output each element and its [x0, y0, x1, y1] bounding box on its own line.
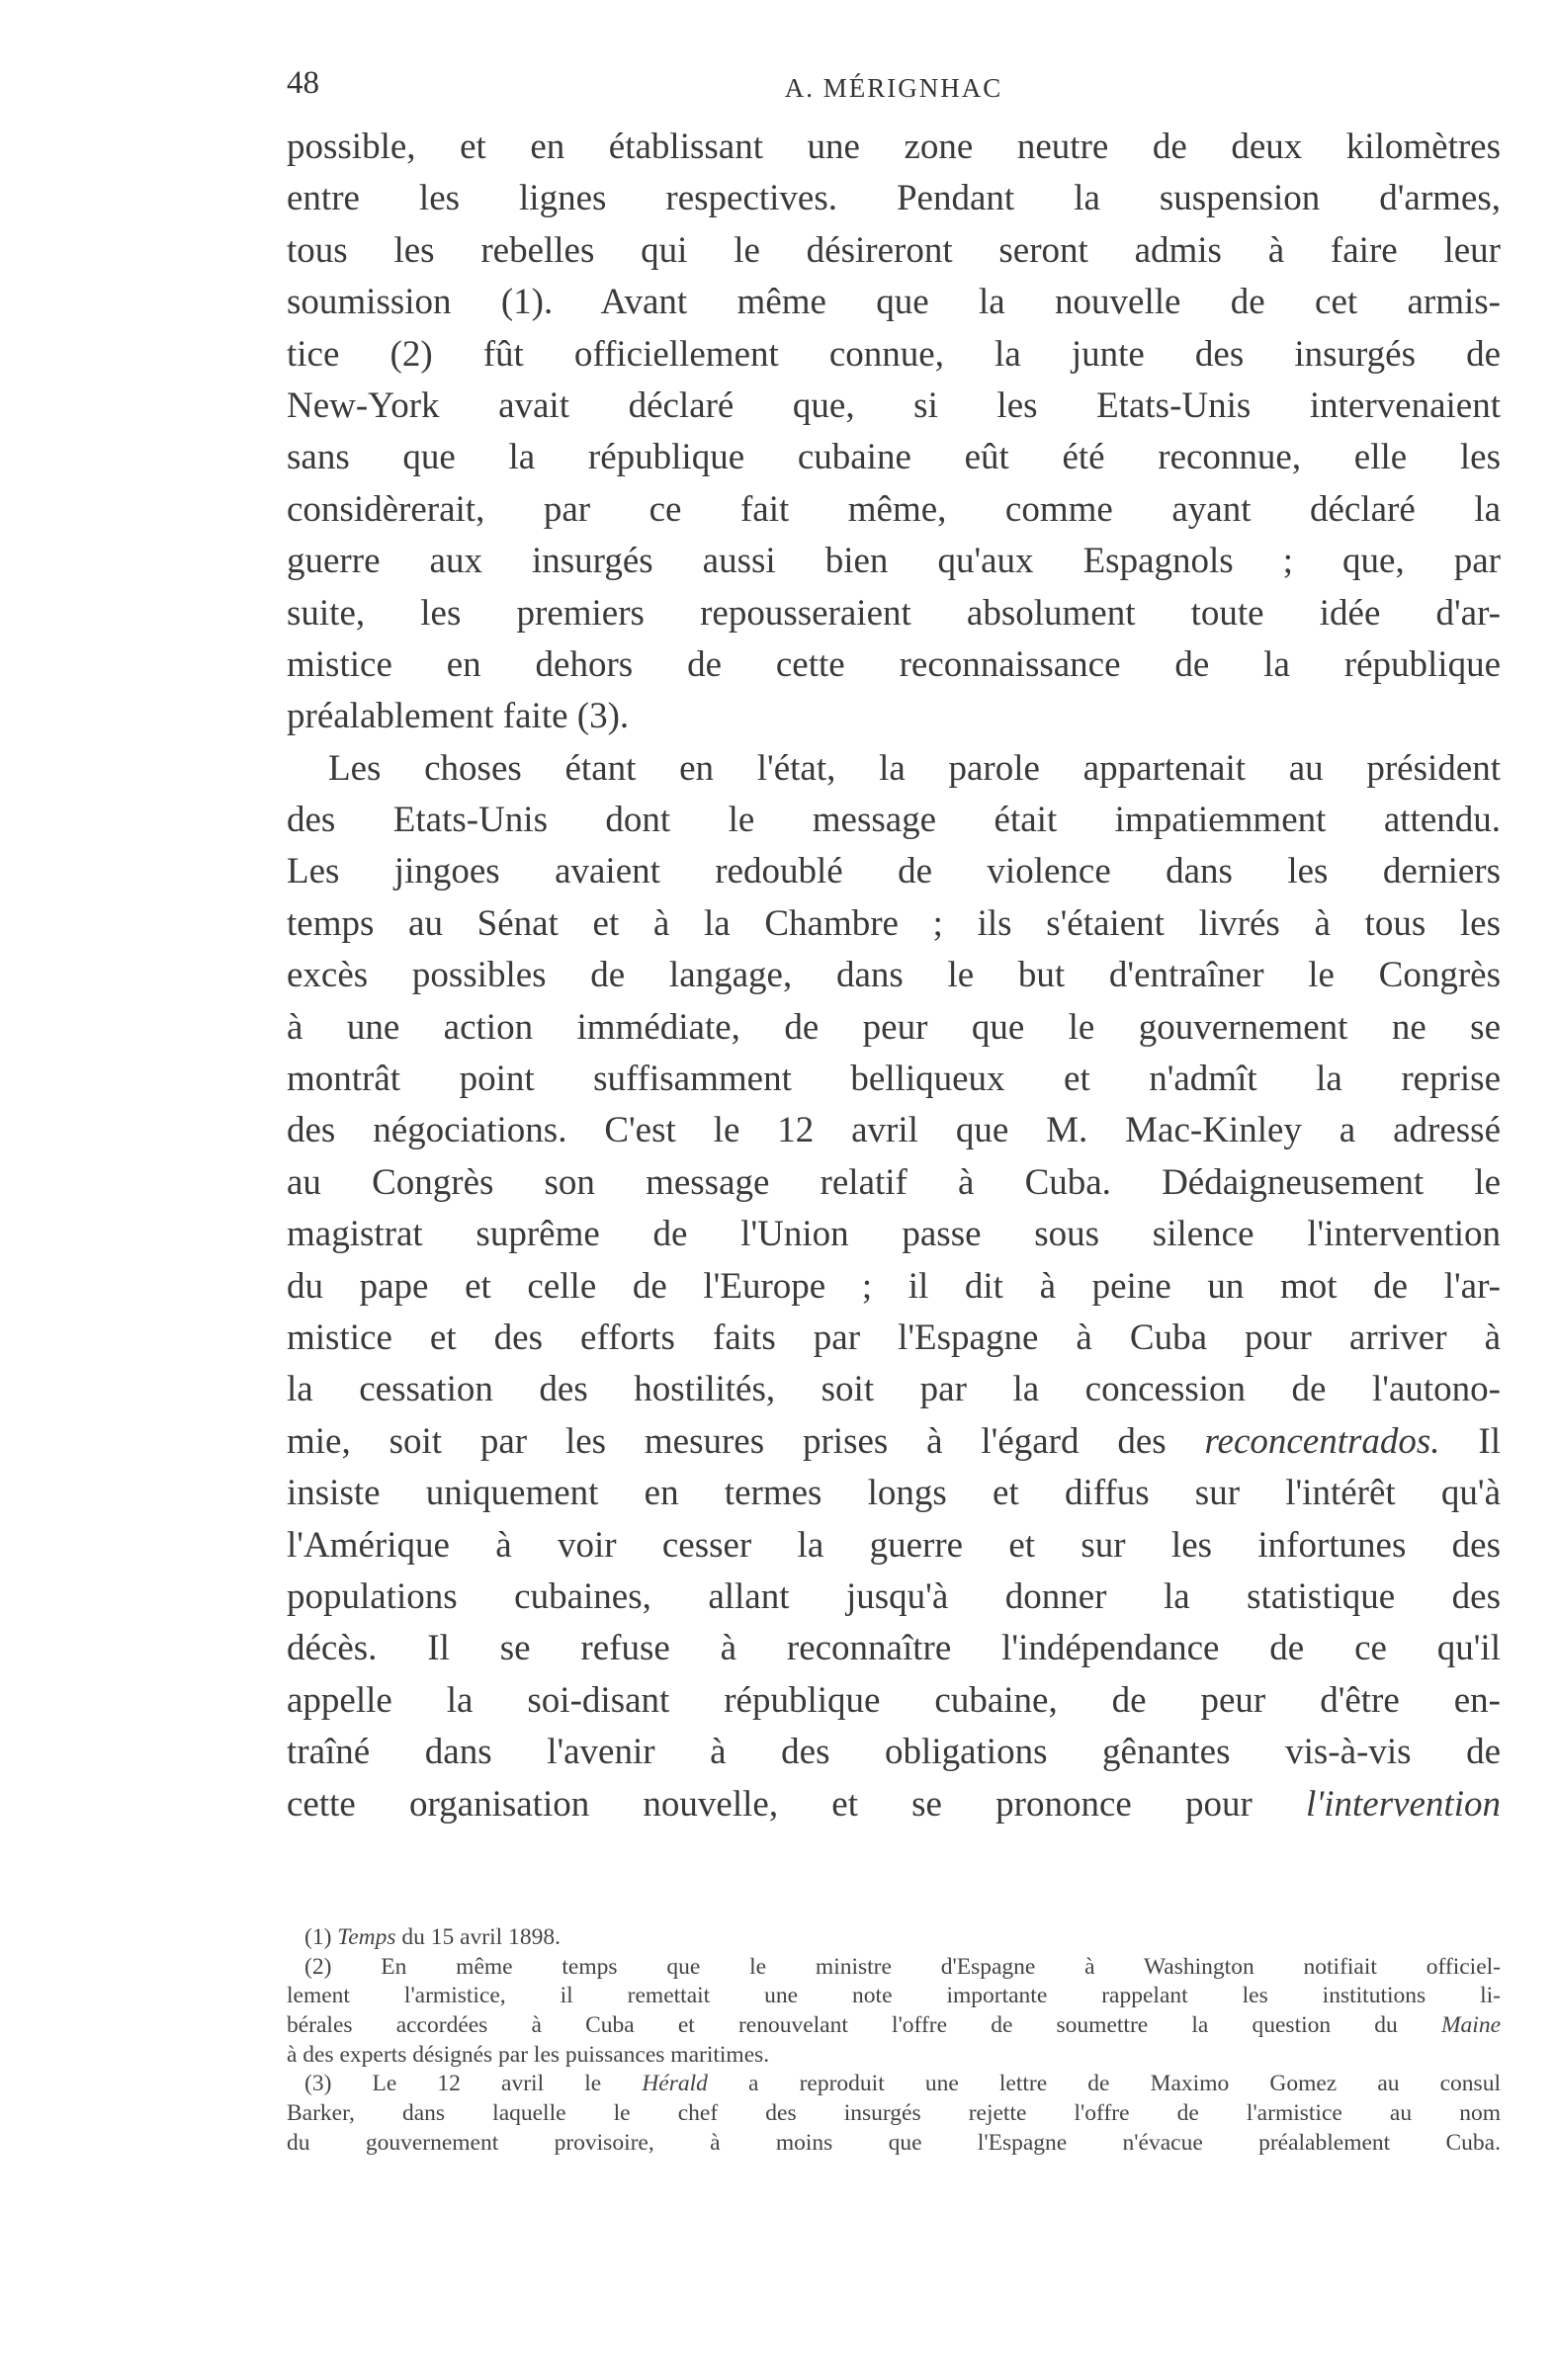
page-header — [287, 65, 1501, 113]
text-line: la cessation des hostilités, soit par la concession de l'autono- — [287, 1369, 1501, 1410]
italic-title: Maine — [1440, 2012, 1501, 2039]
text-line-mixed — [287, 1779, 1501, 1830]
text-line: insiste uniquement en termes longs et diffus sur l'intérêt qu'à — [287, 1473, 1501, 1514]
text-line: à une action immédiate, de peur que le gouvernement ne se — [287, 1006, 1501, 1048]
italic-term: reconcentrados. — [1204, 1420, 1440, 1462]
footnote-2-line: lement l'armistice, il remettait une note importante rappelant les institutions li- — [287, 1983, 1501, 2009]
text-line: temps au Sénat et à la Chambre ; ils s'étaient livrés à tous les — [287, 902, 1501, 944]
text-line: Les jingoes avaient redoublé de violence dans les derniers — [287, 851, 1501, 892]
italic-title: Hérald — [642, 2071, 708, 2097]
text-line: appelle la soi-disant république cubaine, de peur d'être en- — [287, 1679, 1501, 1721]
text-line-mixed — [287, 1416, 1501, 1468]
text-line: décès. Il se refuse à reconnaître l'indépendance de ce qu'il — [287, 1628, 1501, 1669]
text-line: excès possibles de langage, dans le but d'entraîner le Congrès — [287, 955, 1501, 996]
text-line: au Congrès son message relatif à Cuba. Dédaigneusement le — [287, 1161, 1501, 1203]
footnote-2-line-mixed — [287, 2011, 1501, 2041]
text-line: soumission (1). Avant même que la nouvelle de cet armis- — [287, 282, 1501, 323]
footnote-2-line: (2) En même temps que le ministre d'Espagne à Washington notifiait officiel- — [304, 1953, 1501, 1980]
text-line: guerre aux insurgés aussi bien qu'aux Espagnols ; que, par — [287, 541, 1501, 582]
text-line: tous les rebelles qui le désireront seront admis à faire leur — [287, 229, 1501, 271]
text-line: magistrat suprême de l'Union passe sous silence l'intervention — [287, 1214, 1501, 1255]
footnote-3 — [287, 2070, 1501, 2099]
running-head: A. MÉRIGNHAC — [784, 73, 1003, 103]
italic-term: l'intervention — [1306, 1783, 1501, 1825]
text-line: populations cubaines, allant jusqu'à donner la statistique des — [287, 1575, 1501, 1617]
text-line: des Etats-Unis dont le message était impatiemment attendu. — [287, 800, 1501, 841]
text-line: suite, les premiers repousseraient absolument toute idée d'ar- — [287, 592, 1501, 634]
footnote-3-line: du gouvernement provisoire, à moins que l'Espagne n'évacue préalablement Cuba. — [287, 2129, 1501, 2156]
text-segment: Il — [1439, 1420, 1501, 1462]
text-line: mistice et des efforts faits par l'Espagne à Cuba pour arriver à — [287, 1317, 1501, 1358]
text-line: Les choses étant en l'état, la parole appartenait au président — [328, 747, 1501, 789]
footnote-2-line: à des experts désignés par les puissances maritimes. — [287, 2041, 770, 2068]
text-line: New-York avait déclaré que, si les Etats-Unis intervenaient — [287, 384, 1501, 426]
footnote-text: a reproduit une lettre de Maximo Gomez au consul — [707, 2071, 1501, 2097]
text-line: entre les lignes respectives. Pendant la suspension d'armes, — [287, 178, 1501, 219]
text-line: des négociations. C'est le 12 avril que M. Mac-Kinley a adressé — [287, 1110, 1501, 1151]
text-line: considèrerait, par ce fait même, comme ayant déclaré la — [287, 488, 1501, 530]
text-line: préalablement faite (3). — [287, 696, 630, 737]
text-line: l'Amérique à voir cesser la guerre et sur les infortunes des — [287, 1524, 1501, 1566]
text-line: tice (2) fût officiellement connue, la junte des insurgés de — [287, 333, 1501, 375]
footnote-text: (3) Le 12 avril le — [304, 2071, 643, 2097]
italic-title: Temps — [337, 1924, 396, 1950]
text-line: mistice en dehors de cette reconnaissance de la république — [287, 643, 1501, 685]
text-segment: cette organisation nouvelle, et se prononce pour — [287, 1783, 1253, 1825]
text-line: possible, et en établissant une zone neutre de deux kilomètres — [287, 127, 1501, 167]
text-line: du pape et celle de l'Europe ; il dit à peine un mot de l'ar- — [287, 1265, 1501, 1307]
text-segment: mie, soit par les mesures prises à l'égard des — [287, 1420, 1167, 1462]
text-line: sans que la république cubaine eût été reconnue, elle les — [287, 437, 1501, 478]
footnotes — [287, 1923, 1501, 2159]
text-line: montrât point suffisamment belliqueux et n'admît la reprise — [287, 1059, 1501, 1100]
body-text — [287, 122, 1501, 1830]
page-number: 48 — [287, 65, 319, 101]
footnote-3-line: Barker, dans laquelle le chef des insurgés rejette l'offre de l'armistice au nom — [287, 2100, 1501, 2127]
footnote-1 — [287, 1923, 1501, 1953]
footnote-marker: (1) — [304, 1924, 338, 1950]
footnote-text: bérales accordées à Cuba et renouvelant l'offre de soumettre la question du — [287, 2012, 1398, 2039]
footnote-text: du 15 avril 1898. — [395, 1924, 561, 1950]
text-line: traîné dans l'avenir à des obligations gênantes vis-à-vis de — [287, 1732, 1501, 1773]
